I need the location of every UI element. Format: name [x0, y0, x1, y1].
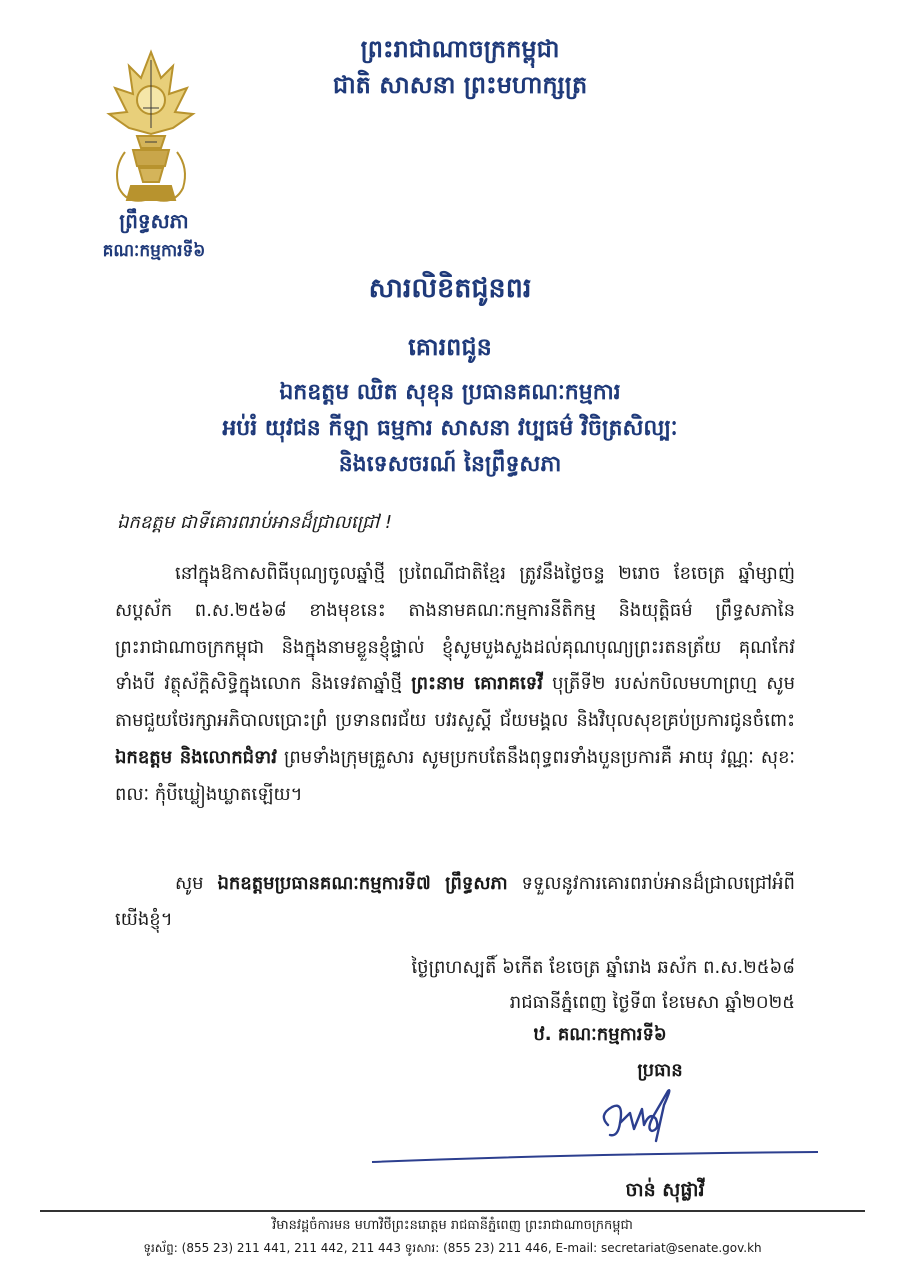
paragraph-text: ព្រមទាំងក្រុមគ្រួសារ សូមប្រកបតែនឹងពុទ្ធពរទាំងបួនប្រការគឺ អាយុ វណ្ណៈ សុខៈ ពលៈ កុំបីឃ្លៀងឃ្លាតឡើយ។ [115, 746, 795, 805]
honorific-chairman: ឯកឧត្តមប្រធានគណៈកម្មការទី៧ ព្រឹទ្ធសភា [217, 873, 508, 894]
signer-name: ចាន់ សុផ្លាវី [625, 1179, 705, 1201]
goddess-name: ព្រះនាម គោរាគទេវី [411, 673, 543, 695]
paragraph-text: បុត្រីទី២ របស់កបិលមហាព្រហ្ម សូមតាមជួយថែរក្សាអភិបាលប្រោះព្រំ ប្រទានពរជ័យ បវរសួស្តី ជ័យមង្គល និងវិបុលសុខគ្រប់ប្រការជូនចំពោះ [115, 673, 795, 732]
senate-emblem-icon [103, 48, 199, 210]
organization-name: ព្រឹទ្ធសភា [119, 209, 189, 233]
recipient-line: និងទេសចរណ៍ នៃព្រឹទ្ធសភា [338, 452, 562, 477]
footer-divider [40, 1210, 865, 1212]
recipient-line: អប់រំ យុវជន កីឡា ធម្មការ សាសនា វប្បធម៌ វិចិត្រសិល្បៈ [222, 416, 678, 441]
document-title: សារលិខិតជូនពរ [368, 273, 532, 304]
salutation: ឯកឧត្តម ជាទីគោរពរាប់អានដ៏ជ្រាលជ្រៅ ! [117, 512, 393, 533]
respectfully-to: គោរពជូន [408, 333, 492, 361]
body-paragraph-2 [115, 866, 795, 938]
on-behalf-of: ឋ. គណៈកម្មការទី៦ [533, 1024, 667, 1045]
solar-date: រាជធានីភ្នំពេញ ថ្ងៃទី៣ ខែមេសា ឆ្នាំ២០២៥ [509, 992, 795, 1013]
honorific-recipients: ឯកឧត្តម និងលោកជំទាវ [115, 746, 277, 768]
paragraph-text: ទទួលនូវការគោរពរាប់អានដ៏ជ្រាលជ្រៅអំពីយើងខ្ញុំ។ [115, 873, 795, 930]
paragraph-text: សូម [175, 873, 218, 894]
footer-address: វិមានវដ្តចំការមន មហាវិថីព្រះនរោត្តម រាជធានីភ្នំពេញ ព្រះរាជាណាចក្រកម្ពុជា [272, 1218, 633, 1233]
paragraph-text: នៅក្នុងឱកាសពិធីបុណ្យចូលឆ្នាំថ្មី ប្រពៃណីជាតិខ្មែរ ត្រូវនឹងថ្ងៃចន្ទ ២រោច ខែចេត្រ ឆ្នាំម្សាញ់ សប្តស័ក ព.ស.២៥៦៨ ខាងមុខនេះ តាងនាមគណៈកម្មការនីតិកម្ម និងយុត្តិធម៌ ព្រឹទ្ធសភានៃព្រះរាជាណាចក្រកម្ពុជា និងក្នុងនាមខ្លួនខ្ញុំផ្ទាល់ ខ្ញុំសូមបួងសួងដល់គុណបុណ្យព្រះរតនត្រ័យ គុណកែវទាំងបី វត្ថុស័ក្តិសិទ្ធិក្នុងលោក និងទេវតាឆ្នាំថ្មី [115, 563, 795, 695]
national-motto: ជាតិ សាសនា ព្រះមហាក្សត្រ [332, 71, 588, 99]
recipient-line: ឯកឧត្តម ឈិត សុខុន ប្រធានគណៈកម្មការ [279, 380, 621, 405]
body-paragraph-1 [115, 556, 795, 814]
footer-contact: ទូរស័ព្ទ: (855 23) 211 441, 211 442, 211 443 ទូរសារ: (855 23) 211 446, E-mail: secretariat@senate.gov.kh [143, 1241, 762, 1255]
handwritten-signature [590, 1085, 690, 1153]
lunar-date: ថ្ងៃព្រហស្បតិ៍ ៦កើត ខែចេត្រ ឆ្នាំរោង ឆស័ក ព.ស.២៥៦៨ [411, 957, 795, 978]
kingdom-heading: ព្រះរាជាណាចក្រកម្ពុជា [360, 35, 560, 63]
chair-title: ប្រធាន [637, 1060, 683, 1081]
signature-line [370, 1150, 820, 1166]
committee-name: គណៈកម្មការទី៦ [102, 241, 206, 261]
